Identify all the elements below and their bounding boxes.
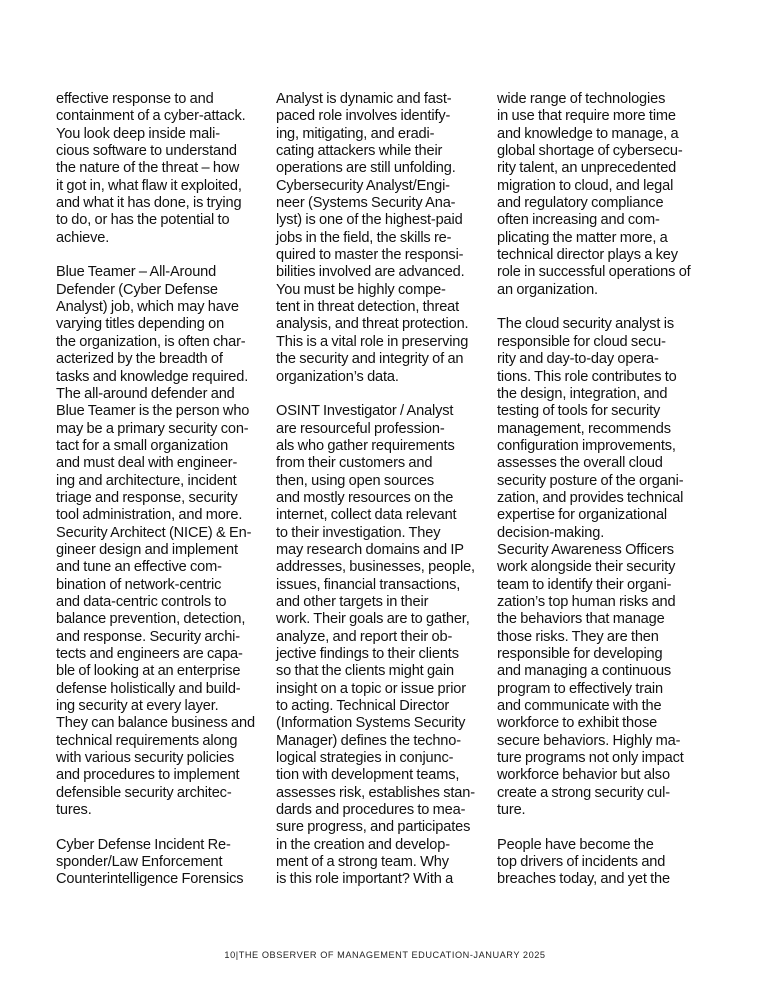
- text-line: paced role involves identify-: [276, 108, 451, 125]
- text-line: the behaviors that manage: [497, 611, 665, 628]
- text-line: then, using open sources: [276, 472, 434, 489]
- text-line: responsible for cloud secu-: [497, 333, 666, 350]
- text-line: the nature of the threat – how: [56, 160, 240, 177]
- footer-separator: |: [235, 950, 239, 960]
- text-line: with various security policies: [56, 750, 235, 767]
- text-line: rity talent, an unprecedented: [497, 160, 677, 177]
- text-line: bination of network-centric: [56, 576, 222, 593]
- text-line: ing security at every layer.: [56, 698, 219, 715]
- text-line: sure progress, and participates: [276, 819, 471, 836]
- text-line: assesses risk, establishes stan-: [276, 784, 475, 801]
- text-line: tects and engineers are capa-: [56, 646, 243, 662]
- text-line: an organization.: [497, 281, 598, 298]
- text-line: The cloud security analyst is: [497, 316, 674, 333]
- text-line: breaches today, and yet the: [497, 871, 670, 888]
- text-line: defense holistically and build-: [56, 680, 241, 697]
- text-line: those risks. They are then: [497, 628, 659, 645]
- text-line: Cyber Defense Incident Re-: [56, 836, 231, 853]
- text-line: workforce behavior but also: [497, 767, 670, 784]
- text-line: secure behaviors. Highly ma-: [497, 732, 681, 749]
- text-line: work. Their goals are to gather,: [276, 611, 470, 628]
- text-line: tact for a small organization: [56, 437, 229, 454]
- text-line: jobs in the field, the skills re-: [276, 229, 452, 246]
- text-line: testing of tools for security: [497, 403, 661, 420]
- text-line: insight on a topic or issue prior: [276, 680, 466, 697]
- text-line: to acting. Technical Director: [276, 698, 450, 715]
- text-line: top drivers of incidents and: [497, 854, 666, 871]
- text-line: Manager) defines the techno-: [276, 732, 461, 749]
- text-line: addresses, businesses, people,: [276, 559, 475, 576]
- text-line: the design, integration, and: [497, 385, 668, 402]
- text-line: triage and response, security: [56, 489, 238, 506]
- text-line: [276, 386, 491, 403]
- text-line: achieve.: [56, 229, 110, 246]
- text-line: neer (Systems Security Ana-: [276, 195, 456, 212]
- text-line: This is a vital role in preserving: [276, 333, 469, 350]
- text-line: program to effectively train: [497, 680, 663, 697]
- text-line: from their customers and: [276, 455, 433, 472]
- text-line: and managing a continuous: [497, 663, 672, 680]
- text-line: expertise for organizational: [497, 507, 668, 524]
- text-line: decision-making.: [497, 524, 605, 541]
- text-line: cious software to understand: [56, 143, 237, 160]
- text-line: logical strategies in conjunc-: [276, 750, 454, 767]
- publication-title: THE OBSERVER OF MANAGEMENT EDUCATION-JANUARY 2025: [238, 950, 546, 960]
- page-number: 10: [224, 950, 236, 960]
- text-line: and response. Security archi-: [56, 628, 240, 645]
- text-line: acterized by the breadth of: [56, 351, 223, 368]
- text-line: [497, 299, 712, 316]
- text-line: ment of a strong team. Why: [276, 854, 449, 871]
- text-line: plicating the matter more, a: [497, 229, 668, 246]
- text-line: create a strong security cul-: [497, 784, 670, 801]
- text-line: issues, financial transactions,: [276, 576, 461, 593]
- text-line: is this role important? With a: [276, 871, 454, 888]
- text-line: People have become the: [497, 836, 654, 853]
- text-line: containment of a cyber-attack.: [56, 108, 246, 125]
- text-line: work alongside their security: [497, 559, 676, 576]
- text-line: tions. This role contributes to: [497, 368, 677, 385]
- text-line: ture.: [497, 802, 526, 819]
- text-line: Analyst) job, which may have: [56, 299, 239, 316]
- text-line: balance prevention, detection,: [56, 611, 246, 628]
- text-line: may be a primary security con-: [56, 420, 249, 437]
- text-line: wide range of technologies: [497, 91, 666, 107]
- text-line: and must deal with engineer-: [56, 455, 238, 472]
- text-line: operations are still unfolding.: [276, 160, 456, 177]
- text-line: Blue Teamer is the person who: [56, 403, 250, 420]
- text-line: You must be highly compe-: [276, 281, 446, 298]
- text-line: role in successful operations of: [497, 264, 691, 281]
- text-line: are resourceful profession-: [276, 420, 445, 437]
- text-line: The all-around defender and: [56, 385, 235, 402]
- text-line: management, recommends: [497, 420, 671, 437]
- text-line: workforce to exhibit those: [497, 715, 658, 732]
- text-line: and tune an effective com-: [56, 559, 222, 576]
- text-line: organization’s data.: [276, 368, 399, 385]
- text-line: to their investigation. They: [276, 524, 441, 541]
- text-line: migration to cloud, and legal: [497, 177, 674, 194]
- text-line: als who gather requirements: [276, 437, 455, 454]
- text-line: sponder/Law Enforcement: [56, 854, 223, 871]
- text-line: internet, collect data relevant: [276, 507, 457, 524]
- text-line: technical director plays a key: [497, 247, 678, 264]
- text-line: jective findings to their clients: [276, 646, 459, 662]
- text-line: tasks and knowledge required.: [56, 368, 249, 385]
- text-line: zation, and provides technical: [497, 489, 684, 506]
- text-line: team to identify their organi-: [497, 576, 672, 593]
- text-line: Cybersecurity Analyst/Engi-: [276, 177, 450, 194]
- text-line: and procedures to implement: [56, 767, 240, 784]
- text-line: and data-centric controls to: [56, 593, 227, 610]
- text-line: to do, or has the potential to: [56, 212, 230, 229]
- text-line: effective response to and: [56, 91, 214, 107]
- text-line: technical requirements along: [56, 732, 238, 749]
- text-line: zation’s top human risks and: [497, 593, 676, 610]
- text-line: security posture of the organi-: [497, 472, 684, 489]
- text-line: analyze, and report their ob-: [276, 628, 453, 645]
- text-line: the organization, is often char-: [56, 333, 246, 350]
- text-column-1: [56, 91, 271, 889]
- text-line: ble of looking at an enterprise: [56, 663, 241, 680]
- text-line: lyst) is one of the highest-paid: [276, 212, 463, 229]
- text-line: often increasing and com-: [497, 212, 660, 229]
- text-line: ing, mitigating, and eradi-: [276, 125, 435, 142]
- text-line: Security Architect (NICE) & En-: [56, 524, 252, 541]
- text-line: They can balance business and: [56, 715, 255, 732]
- text-column-3: [497, 91, 712, 889]
- text-line: tures.: [56, 802, 92, 819]
- text-line: cating attackers while their: [276, 143, 443, 160]
- text-line: and communicate with the: [497, 698, 662, 715]
- text-line: varying titles depending on: [56, 316, 225, 333]
- page-footer: [0, 950, 770, 960]
- text-line: so that the clients might gain: [276, 663, 454, 680]
- text-line: defensible security architec-: [56, 784, 232, 801]
- text-line: Blue Teamer – All-Around: [56, 264, 217, 281]
- text-line: [497, 819, 712, 836]
- text-line: (Information Systems Security: [276, 715, 466, 732]
- text-line: tent in threat detection, threat: [276, 299, 460, 316]
- text-line: and mostly resources on the: [276, 489, 454, 506]
- text-line: OSINT Investigator / Analyst: [276, 403, 454, 420]
- text-line: gineer design and implement: [56, 541, 238, 558]
- text-line: dards and procedures to mea-: [276, 802, 466, 819]
- text-line: assesses the overall cloud: [497, 455, 663, 472]
- text-line: You look deep inside mali-: [56, 125, 220, 142]
- text-line: quired to master the responsi-: [276, 247, 464, 264]
- text-line: tion with development teams,: [276, 767, 460, 784]
- text-line: tool administration, and more.: [56, 507, 243, 524]
- text-line: analysis, and threat protection.: [276, 316, 469, 333]
- text-line: bilities involved are advanced.: [276, 264, 465, 281]
- text-line: Defender (Cyber Defense: [56, 281, 218, 298]
- text-line: in the creation and develop-: [276, 836, 450, 853]
- text-line: in use that require more time: [497, 108, 676, 125]
- text-line: responsible for developing: [497, 646, 663, 662]
- text-line: global shortage of cybersecu-: [497, 143, 683, 160]
- text-line: Counterintelligence Forensics: [56, 871, 244, 888]
- text-line: rity and day-to-day opera-: [497, 351, 659, 368]
- text-line: [56, 819, 271, 836]
- text-line: and regulatory compliance: [497, 195, 664, 212]
- text-line: [56, 247, 271, 264]
- text-line: and what it has done, is trying: [56, 195, 242, 212]
- text-line: Security Awareness Officers: [497, 541, 674, 558]
- text-column-2: [276, 91, 491, 889]
- text-line: the security and integrity of an: [276, 351, 464, 368]
- text-line: and other targets in their: [276, 593, 429, 610]
- text-line: it got in, what flaw it exploited,: [56, 177, 242, 194]
- text-line: and knowledge to manage, a: [497, 125, 679, 142]
- text-line: ture programs not only impact: [497, 750, 684, 767]
- text-line: ing and architecture, incident: [56, 472, 237, 489]
- text-line: may research domains and IP: [276, 541, 464, 558]
- text-line: configuration improvements,: [497, 437, 676, 454]
- text-line: Analyst is dynamic and fast-: [276, 91, 452, 107]
